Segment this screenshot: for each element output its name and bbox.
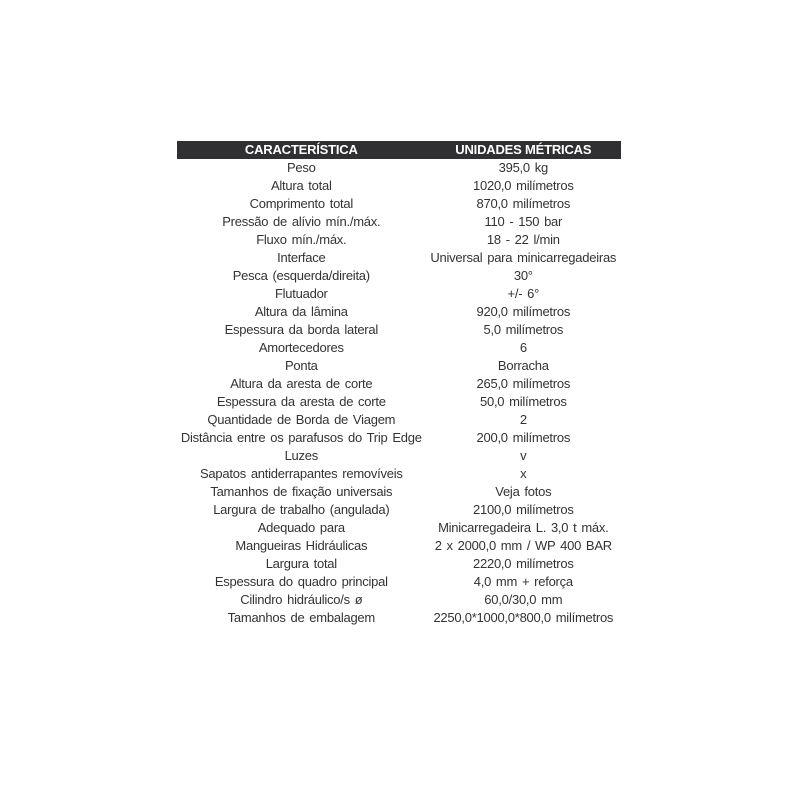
- value-cell: 2100,0 milímetros: [473, 502, 574, 517]
- table-row: [177, 339, 621, 357]
- characteristic-cell: Quantidade de Borda de Viagem: [207, 412, 396, 427]
- value-cell: 110 - 150 bar: [484, 214, 563, 229]
- table-row: [177, 249, 621, 267]
- table-row: [177, 447, 621, 465]
- value-cell: x: [520, 466, 527, 481]
- characteristic-cell: Tamanhos de fixação universais: [210, 484, 393, 499]
- value-cell: 920,0 milímetros: [476, 304, 571, 319]
- characteristic-cell: Pressão de alívio mín./máx.: [222, 214, 381, 229]
- table-body: [177, 159, 621, 627]
- table-row: [177, 411, 621, 429]
- table-row: [177, 159, 621, 177]
- characteristic-cell: Fluxo mín./máx.: [256, 232, 347, 247]
- table-row: [177, 465, 621, 483]
- characteristic-cell: Peso: [286, 160, 316, 175]
- value-cell: 870,0 milímetros: [476, 196, 571, 211]
- characteristic-cell: Altura total: [270, 178, 332, 193]
- value-cell: +/- 6°: [507, 286, 540, 301]
- value-cell: 60,0/30,0 mm: [484, 592, 563, 607]
- table-row: [177, 519, 621, 537]
- value-cell: Universal para minicarregadeiras: [430, 250, 617, 265]
- value-cell: 395,0 kg: [498, 160, 548, 175]
- characteristic-cell: Pesca (esquerda/direita): [232, 268, 370, 283]
- table-row: [177, 429, 621, 447]
- table-row: [177, 321, 621, 339]
- characteristic-cell: Altura da lâmina: [254, 304, 348, 319]
- value-cell: 50,0 milímetros: [479, 394, 567, 409]
- characteristic-cell: Tamanhos de embalagem: [227, 610, 375, 625]
- table-row: [177, 213, 621, 231]
- characteristic-cell: Largura total: [265, 556, 337, 571]
- header-metric-units: UNIDADES MÉTRICAS: [455, 142, 592, 157]
- characteristic-cell: Distância entre os parafusos do Trip Edge: [180, 430, 422, 445]
- value-cell: 200,0 milímetros: [476, 430, 571, 445]
- table-row: [177, 267, 621, 285]
- table-row: [177, 231, 621, 249]
- table-row: [177, 285, 621, 303]
- characteristic-cell: Comprimento total: [249, 196, 354, 211]
- characteristic-cell: Largura de trabalho (angulada): [213, 502, 390, 517]
- value-cell: 6: [519, 340, 527, 355]
- value-cell: 30°: [513, 268, 533, 283]
- value-cell: 5,0 milímetros: [483, 322, 564, 337]
- characteristic-cell: Amortecedores: [258, 340, 344, 355]
- table-row: [177, 357, 621, 375]
- value-cell: 2250,0*1000,0*800,0 milímetros: [433, 610, 614, 625]
- table-row: [177, 591, 621, 609]
- table-row: [177, 303, 621, 321]
- table-row: [177, 375, 621, 393]
- table-row: [177, 573, 621, 591]
- table-row: [177, 555, 621, 573]
- characteristic-cell: Espessura da borda lateral: [224, 322, 378, 337]
- characteristic-cell: Altura da aresta de corte: [230, 376, 373, 391]
- value-cell: 18 - 22 l/min: [486, 232, 560, 247]
- specifications-table: [177, 141, 621, 627]
- header-characteristic: CARACTERÍSTICA: [244, 142, 358, 157]
- value-cell: 4,0 mm + reforça: [473, 574, 573, 589]
- value-cell: Veja fotos: [495, 484, 552, 499]
- characteristic-cell: Luzes: [284, 448, 319, 463]
- characteristic-cell: Adequado para: [257, 520, 345, 535]
- table-row: [177, 609, 621, 627]
- table-row: [177, 177, 621, 195]
- characteristic-cell: Espessura da aresta de corte: [216, 394, 386, 409]
- table-row: [177, 393, 621, 411]
- value-cell: 2220,0 milímetros: [473, 556, 574, 571]
- characteristic-cell: Ponta: [284, 358, 318, 373]
- characteristic-cell: Interface: [277, 250, 326, 265]
- characteristic-cell: Cilindro hidráulico/s ø: [240, 592, 363, 607]
- characteristic-cell: Flutuador: [274, 286, 328, 301]
- value-cell: 265,0 milímetros: [476, 376, 571, 391]
- table-row: [177, 195, 621, 213]
- table-row: [177, 537, 621, 555]
- characteristic-cell: Sapatos antiderrapantes removíveis: [200, 466, 403, 481]
- value-cell: Minicarregadeira L. 3,0 t máx.: [438, 520, 609, 535]
- table-row: [177, 483, 621, 501]
- value-cell: 2 x 2000,0 mm / WP 400 BAR: [434, 538, 612, 553]
- value-cell: 2: [519, 412, 527, 427]
- characteristic-cell: Mangueiras Hidráulicas: [235, 538, 368, 553]
- value-cell: Borracha: [497, 358, 549, 373]
- value-cell: v: [520, 448, 527, 463]
- value-cell: 1020,0 milímetros: [473, 178, 574, 193]
- table-row: [177, 501, 621, 519]
- table-header-row: [177, 141, 621, 159]
- characteristic-cell: Espessura do quadro principal: [214, 574, 388, 589]
